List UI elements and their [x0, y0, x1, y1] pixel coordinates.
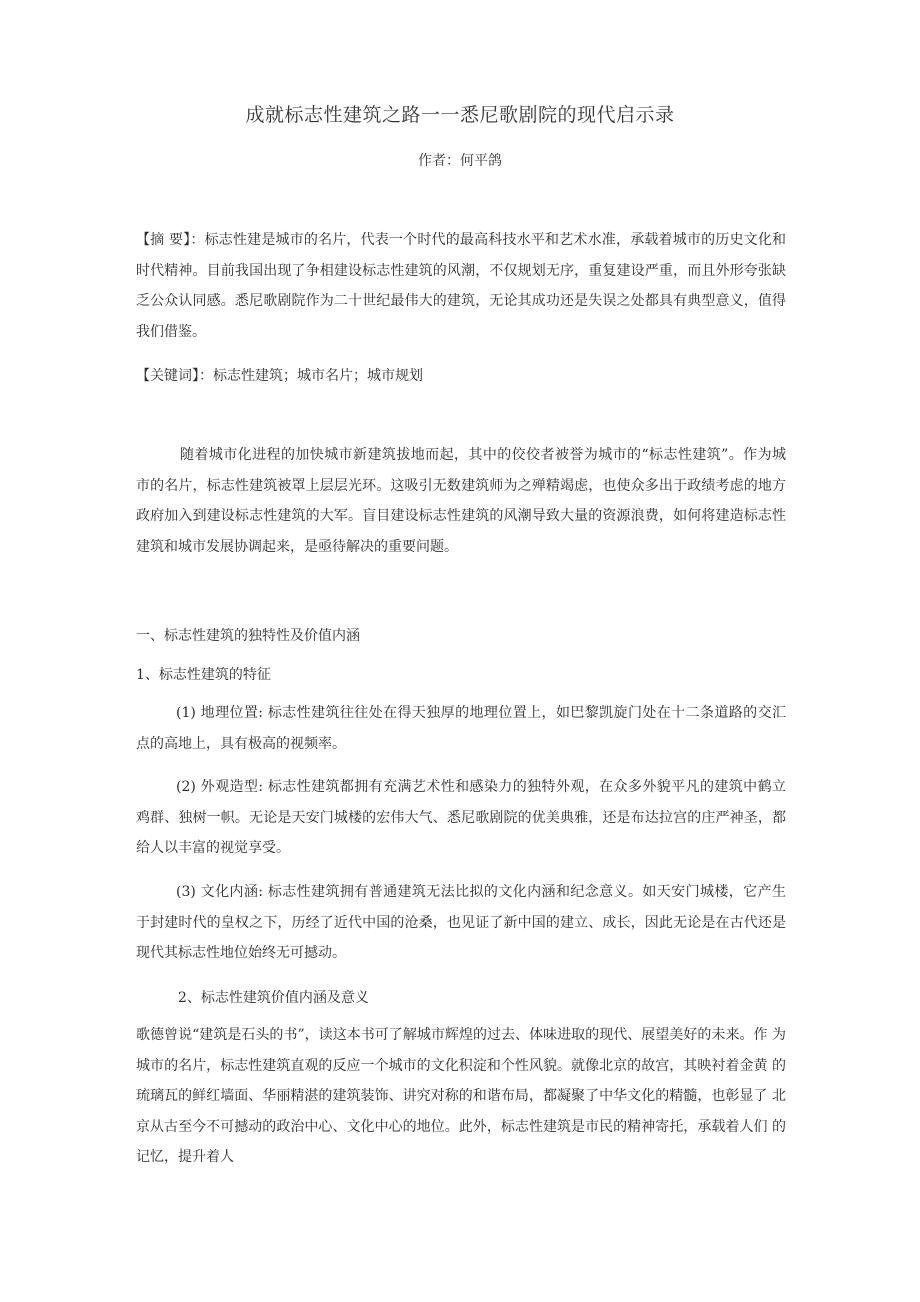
subsection-heading-2: 2、标志性建筑价值内涵及意义: [178, 990, 369, 1006]
subsection-heading-1: 1、标志性建筑的特征: [136, 667, 271, 683]
intro-paragraph: 随着城市化进程的加快城市新建筑拔地而起，其中的佼佼者被誉为城市的“标志性建筑”。作为城 市的名片，标志性建筑被罩上层层光环。这吸引无数建筑师为之殚精竭虑，也使众多出于政绩考虑的地方 政府加入到建设标志性建筑的大军。盲目建设标志性建筑的风潮导致大量的资源浪费，如何将建造标志性 建筑和城市发展协调起来，是亟待解决的重要问题。: [136, 447, 786, 555]
feature-item-location: (1) 地理位置: 标志性建筑往往处在得天独厚的地理位置上，如巴黎凯旋门处在十二条道路的交汇 点的高地上，具有极高的视频率。: [136, 705, 786, 752]
abstract-paragraph: [136, 225, 786, 347]
keywords-line: [136, 361, 786, 392]
keywords-text: 标志性建筑；城市名片；城市规划: [213, 368, 423, 384]
feature-item-culture: (3) 文化内涵: 标志性建筑拥有普通建筑无法比拟的文化内涵和纪念意义。如天安门城楼，它产生 于封建时代的皇权之下，历经了近代中国的沧桑，也见证了新中国的建立、成长，因此无论是在古代还是 现代其标志性地位始终无可撼动。: [136, 884, 786, 961]
feature-item-appearance: (2) 外观造型: 标志性建筑都拥有充满艺术性和感染力的独特外观，在众多外貌平凡的建筑中鹤立 鸡群、独树一帜。无论是天安门城楼的宏伟大气、悉尼歌剧院的优美典雅，还是布达拉宫的庄严神圣，都 给人以丰富的视觉享受。: [136, 779, 786, 856]
abstract-text: 标志性建是城市的名片，代表一个时代的最高科技水平和艺术水准，承载着城市的历史文化和时代精神。目前我国出现了争相建设标志性建筑的风潮，不仅规划无序，重复建设严重，而且外形夸张缺 乏公众认同感。悉尼歌剧院作为二十世纪最伟大的建筑，无论其成功还是失误之处都具有典型意义，值得 我们借鉴。: [136, 232, 787, 340]
value-paragraph: 歌德曾说“建筑是石头的书”，读这本书可了解城市辉煌的过去、体味进取的现代、展望美好的未来。作 为城市的名片，标志性建筑直观的反应一个城市的文化积淀和个性风貌。就像北京的故宫，其映衬着金黄 的琉璃瓦的鲜红墙面、华丽精湛的建筑装饰、讲究对称的和谐布局，都凝聚了中华文化的精髓，也彰显了 北京从古至今不可撼动的政治中心、文化中心的地位。此外，标志性建筑是市民的精神寄托，承载着人们 的记忆，提升着人: [136, 1027, 786, 1165]
document-title: 成就标志性建筑之路一一悉尼歌剧院的现代启示录: [245, 104, 675, 126]
section-heading: 一、标志性建筑的独特性及价值内涵: [136, 628, 360, 644]
abstract-label: 【摘 要】：: [136, 232, 205, 248]
keywords-label: 【关键词】：: [136, 368, 213, 384]
document-author: 作者：何平鸽: [418, 153, 502, 169]
